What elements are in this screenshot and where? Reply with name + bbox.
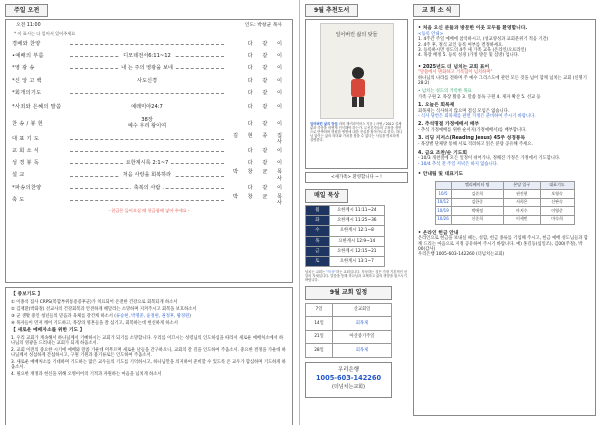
usher-row	[435, 198, 574, 207]
book-cover-title: 일어버린 삶의 탓들	[335, 32, 378, 39]
offering-box	[305, 362, 392, 398]
plan-row	[306, 330, 392, 344]
news-list	[418, 26, 591, 167]
usher-col-header	[435, 181, 451, 190]
plan-row	[306, 344, 392, 358]
news-box	[413, 19, 596, 416]
news-line: 하나님의 나라를 전하며 주 예수 그리스도에 관련 모든 것을 넘어 함께 넘치는 교회 (신명기 28:2)	[418, 75, 587, 86]
order-leader: 다 같 이	[247, 77, 286, 84]
order-title: 대 표 기 도	[12, 135, 40, 142]
plan-date: 28일	[306, 344, 333, 358]
order-title: *신 앙 고 백	[12, 77, 42, 84]
order-leader: 다 같 이	[247, 53, 286, 60]
order-content	[66, 104, 228, 110]
usher-col-header: 대표기도	[540, 181, 574, 190]
book-caption-title: 일어버린 삶의 탓들	[310, 122, 338, 127]
news-column	[413, 4, 596, 416]
order-content	[66, 172, 228, 178]
news-line: <등록 안내>	[418, 31, 444, 37]
reading-day: 월	[306, 205, 330, 215]
left-page	[5, 4, 293, 425]
news-line: • 처음 오신 분들과 방문한 이웃 모두를 환영합니다.	[418, 26, 528, 32]
order-content-text: 축복의 사람	[131, 185, 164, 191]
order-title: 경배와 찬양	[12, 40, 41, 47]
order-row	[12, 62, 286, 74]
plan-event: 산교회일	[333, 303, 392, 317]
online-body: 온라인으로 헌금을 보내실 때는, 성함, 헌금 종류를 기입해 주시고, 헌금 예배 성도님들과 함께 드리는 마음으로 지정 공유하여 주시기 바랍니다. 예) 홍길동(십일조), 김00(주정), 박00(감사)	[418, 236, 588, 253]
prayer-end: )	[189, 314, 191, 319]
order-content	[66, 185, 228, 191]
prayer-names: 류승현, 박명준, 윤정현, 권정후, 황경원	[116, 314, 190, 319]
order-content	[66, 78, 228, 84]
usher-date: 10/5	[435, 190, 451, 199]
order-row	[12, 182, 286, 194]
online-heading: • 온라인 헌금 안내	[418, 230, 459, 236]
news-line: 회목제는 식사하지 않으며 점심 모임은 없습니다.	[418, 108, 510, 114]
news-line: - 10/4 추석 전 주일 저녁은 하지 않습니다.	[418, 161, 499, 167]
praise-item: 4. 필요한 재정과 헌신을 위해 오병이어의 기적과 자원하는 마음을 넘치게 하소서	[11, 372, 162, 377]
order-title: 설 교	[12, 172, 25, 179]
order-leader: 다 같 이	[247, 89, 286, 96]
prayer-item	[11, 300, 287, 305]
order-content	[66, 65, 228, 71]
plan-date: 14일	[306, 317, 333, 331]
prayer-text: ③ 군 생활 중인 청년들의 믿음과 육체를 강건케 하소서 (	[11, 314, 116, 319]
usher-prayer: 마숙희	[540, 216, 574, 225]
news-line: 3. 등록하시면 성도의 4주 새 가족 교육 (온라인/오프라인)	[418, 47, 527, 53]
news-line: 4. 목장 배정 5. 등록 성경 (가정 방문 및 심방) 입니다.	[418, 53, 520, 59]
reading-row	[306, 226, 385, 236]
daily-reading-table	[305, 205, 385, 268]
order-title: 교 회 소 식	[12, 148, 40, 155]
order-content-text: 디모데전서6:11~12	[120, 53, 174, 59]
order-row	[12, 157, 286, 169]
usher-elevator: 김준희	[451, 190, 503, 199]
reading-ref: 요한계시 12:9~14	[329, 236, 384, 246]
order-leader: 다 같 이	[247, 65, 286, 72]
book-column	[305, 4, 408, 398]
reading-day: 화	[306, 215, 330, 225]
order-title: 축 도	[12, 196, 25, 203]
news-line: - 목장별 단체방 통해 서로 격려하고 읽은 분량 공유해 주세요.	[418, 142, 533, 148]
usher-prayer: 이영준	[540, 207, 574, 216]
book-caption-body: 라비 재커라이어스 지음 / 사람 / 2012 실제 삶과 죽음을 어떻게 인식해야 하는가. 무신론자들의 주장을 정면으로 반박하며 영원한 생명에 대한 진실을 찾아가도록 한다. 하나님 없이는 삶의 의미와 가치를 찾을 수 없다는 사실을 명료하게 설명한다.	[310, 122, 403, 143]
news-line: 2. 4주 후, 정식 교인 등록 여부를 결정하세요.	[418, 42, 504, 48]
order-of-service	[5, 19, 293, 283]
usher-entrance: 서희은	[503, 198, 540, 207]
order-title: *회개의기도	[12, 89, 42, 96]
news-line: 가족 구원 2. 목장 활용 3. 말씀 통독 구원 4. 제자 확산 5. 선교 등	[418, 94, 541, 100]
offering-account: 1005-603-142260	[315, 374, 382, 383]
offering-owner: (더넘치는교회)	[332, 384, 365, 391]
praise-item: 2. 교회 이전의 중요한 시기에 예배와 말씀 가운데 머무르며 새로운 날들을 간구하오니, 교회의 갈 길을 인도하여 주옵소서. 중요한 결정을 가운데 하나님께서 성섬하게 간섭하시고, 구원 기원과 불기류로든 인도하여 주옵소서.	[11, 347, 286, 359]
reading-day: 금	[306, 246, 330, 256]
reading-day: 토	[306, 257, 330, 267]
service-leader: 인도: 박창균 목사	[244, 23, 282, 29]
order-list	[12, 38, 286, 206]
order-title: *파송의찬양	[12, 184, 42, 191]
usher-date: 10/26	[435, 216, 451, 225]
order-content-line2: 예수 우리 왕이여	[66, 124, 228, 130]
news-line: "말씀에서 변화하고 거룩함이 넘치하며"	[418, 70, 493, 76]
service-note: - 헌금은 들어오실 때 헌금함에 넣어 주세요 -	[108, 208, 190, 214]
reading-ref: 요한계시 11:11~24	[329, 205, 384, 215]
plan-event: 회목제	[333, 317, 392, 331]
online-account: 우리은행 1005-603-142260 (더넘치는교회)	[418, 252, 505, 258]
usher-row	[435, 190, 574, 199]
usher-header-row	[435, 181, 574, 190]
usher-col-header: 본당 입구	[503, 181, 540, 190]
usher-row	[435, 216, 574, 225]
order-row	[12, 75, 286, 87]
usher-elevator: 신준희	[451, 216, 503, 225]
news-line: 1. 오늘은 회목제	[418, 102, 455, 108]
order-leader: 다 같 이	[247, 148, 286, 155]
prayer-item	[11, 321, 287, 326]
order-row	[12, 145, 286, 157]
church-schedule-table	[305, 303, 392, 358]
prayer-box	[5, 287, 293, 425]
news-line: • 넘치는 성도의 거룩한 목표	[418, 89, 472, 95]
prayer-list	[11, 300, 287, 326]
book-figure-illustration	[343, 64, 373, 108]
usher-date: 10/12	[435, 198, 451, 207]
reading-ref: 요한계시 12:1~8	[329, 226, 384, 236]
news-line: - 식사 당번은 회목제를 관련 가정은 준비하여 주시기 바랍니다.	[418, 114, 536, 120]
praise-list	[11, 336, 287, 377]
prayer-text: ④ 목자들이 먼저 깨어 기도하고, 목장의 영혼들을 잘 섬기고, 회복하는데 헌신하게 하소서	[11, 321, 178, 327]
reading-ref: 요한계시 11:25~36	[329, 215, 384, 225]
news-heading: 교 회 소 식	[413, 4, 460, 17]
usher-elevator: 박애정	[451, 207, 503, 216]
usher-prayer: 신판숙	[540, 198, 574, 207]
plan-row	[306, 303, 392, 317]
plan-event: 아산증기주일	[333, 330, 392, 344]
book-caption	[310, 122, 403, 142]
order-title: •예배의 부름	[12, 53, 44, 60]
usher-row	[435, 207, 574, 216]
order-content-text: 예레미야24:7	[128, 104, 166, 110]
order-leader: 다 같 이	[247, 160, 286, 167]
order-leader: 다 같 이	[247, 121, 286, 128]
usher-table	[435, 181, 575, 225]
order-row	[12, 116, 286, 133]
page-divider	[299, 0, 300, 425]
reading-row	[306, 257, 385, 267]
order-leader: 다 같 이	[247, 104, 286, 111]
usher-entrance: 이세빈	[503, 216, 540, 225]
praise-item: 3. 새로운 예배처소를 기대하며 기도하는 많은 교우들의 기도를 기억하시고, 하나님만을 의지하여 준비할 수 있도록 온 교우가 합심하며 기도하게 하옵소서.	[11, 359, 286, 371]
prayer-text: ① 이종석 집사 CRPS(복합부위통증증후군)가 치료되어 온전한 건강으로 회복되게 하소서	[11, 299, 178, 305]
schedule-note-highlight: “묵상”	[326, 270, 337, 275]
order-content-text: 처음 사랑을 회복하라	[120, 172, 174, 178]
prayer-heading: 【 중보기도 】	[11, 292, 43, 298]
schedule-note	[305, 270, 408, 282]
book-heading: 9월 추천도서	[305, 4, 358, 17]
order-title: *사죄와 은혜의 말씀	[12, 104, 62, 111]
reading-row	[306, 215, 385, 225]
reading-row	[306, 205, 385, 215]
usher-heading: • 안내팀 및 대표기도	[418, 171, 464, 177]
order-row	[12, 99, 286, 116]
reading-ref: 요한계시 13:1~7	[329, 257, 384, 267]
usher-entrance: 마지수	[503, 207, 540, 216]
service-hint: * 이 표시는 다 일어서 있어주세요	[14, 30, 76, 36]
order-content	[66, 118, 228, 130]
order-title: 찬 송 / 봉 헌	[12, 121, 44, 128]
news-line: - 추석 가정예배를 위한 순서지(가정예배서)를 배부합니다.	[418, 128, 527, 134]
news-line: 4. 금요 조찬/순 기도회	[418, 150, 467, 156]
usher-entrance: 권진현	[503, 190, 540, 199]
reading-row	[306, 246, 385, 256]
order-row	[12, 38, 286, 50]
plan-date: 21일	[306, 330, 333, 344]
order-title: 성 경 봉 독	[12, 160, 40, 167]
order-leader: 다 같 이	[247, 40, 286, 47]
order-title: *영 광 송	[12, 65, 35, 72]
order-row	[12, 50, 286, 62]
order-content	[66, 160, 228, 166]
news-line: - 10/3 개천절에 모든 일정이 쉬어가나, 정해진 가정은 가정에서 기도합니다.	[418, 156, 561, 162]
reading-row	[306, 236, 385, 246]
order-content-text: 사도신경	[134, 78, 160, 84]
order-leader: 다 같 이	[247, 184, 286, 191]
usher-prayer: 오영숙	[540, 190, 574, 199]
news-line: 2. 추석명절 가정예배서 배부	[418, 122, 480, 128]
schedule-note-post: 하는 교회입니다. 묵상하는 것은 가장 기본적인 신앙의 자세입니다. 말씀을 통해 하나님과 교제하고 삶의 방향을 잡으시기 바랍니다.	[305, 270, 408, 283]
order-content-text: 요한계시록 2:1~7	[123, 160, 172, 166]
order-content-line1: 38장	[66, 118, 228, 124]
prayer-item	[11, 314, 287, 319]
reading-ref: 요한계시 12:15~21	[329, 246, 384, 256]
plan-row	[306, 317, 392, 331]
reading-day: 목	[306, 236, 330, 246]
order-leader: 박 창 균 목 사	[233, 169, 286, 182]
order-row	[12, 169, 286, 181]
order-row	[12, 194, 286, 206]
book-cover-image	[320, 23, 394, 119]
schedule-heading: 매일 묵상	[305, 189, 348, 202]
prayer-item	[11, 307, 287, 312]
usher-col-header: 엘리베이터 팀	[451, 181, 503, 190]
usher-date: 10/19	[435, 207, 451, 216]
news-line: 1. 4주간 주일 예배에 참석하시고, (성교양성과 교회분위기 적응 기간)	[418, 37, 549, 43]
order-row	[12, 87, 286, 99]
plan-heading: 9월 교회 일정	[305, 286, 392, 299]
schedule-note-pre: 넘치는 교회는	[305, 270, 327, 275]
order-row	[12, 133, 286, 145]
welcome-banner: <새가족> 환영합니다 ~ !	[305, 172, 408, 183]
order-leader: 김 현 종 집 사	[233, 132, 286, 145]
service-time: 오전 11:00	[16, 23, 41, 29]
news-line	[418, 59, 591, 62]
reading-day: 수	[306, 226, 330, 236]
praise-item: 1. 우리 교회가 계속해서 하나님께서 기뻐하시는 교회가 되기를 소망합니다. 우리를 이끄시는 성령님의 인도하심을 따라서 새로운 예배처소에서 하나님의 영광을 드러내는 교회가 되게 하옵소서.	[11, 335, 284, 347]
praise-heading: 【 새로운 예배자소를 위한 기도 】	[11, 328, 85, 334]
prayer-text: ② 김재환(박화정) 선교사의 건강회복과 안전하게 해달라는 소망하며 지켜주시고 회복을 보호하소서	[11, 306, 197, 312]
usher-elevator: 김한중	[451, 198, 503, 207]
news-line: • 2025년도 더 넘치는 교회 표어	[418, 64, 490, 70]
order-content	[66, 53, 228, 59]
offering-bank: 우리은행	[338, 366, 359, 373]
plan-date: 7일	[306, 303, 333, 317]
news-line: 3. 리딩 지저스(Reading Jesus) 45주 성경통독	[418, 136, 526, 142]
service-header	[12, 23, 286, 29]
plan-event: 회목제	[333, 344, 392, 358]
book-box	[305, 19, 408, 169]
order-content-text: 내 는 주의 영광을 보네	[118, 65, 176, 71]
service-title: 주일 오전	[5, 4, 48, 17]
order-leader: 박 창 균 목 사	[233, 193, 286, 206]
